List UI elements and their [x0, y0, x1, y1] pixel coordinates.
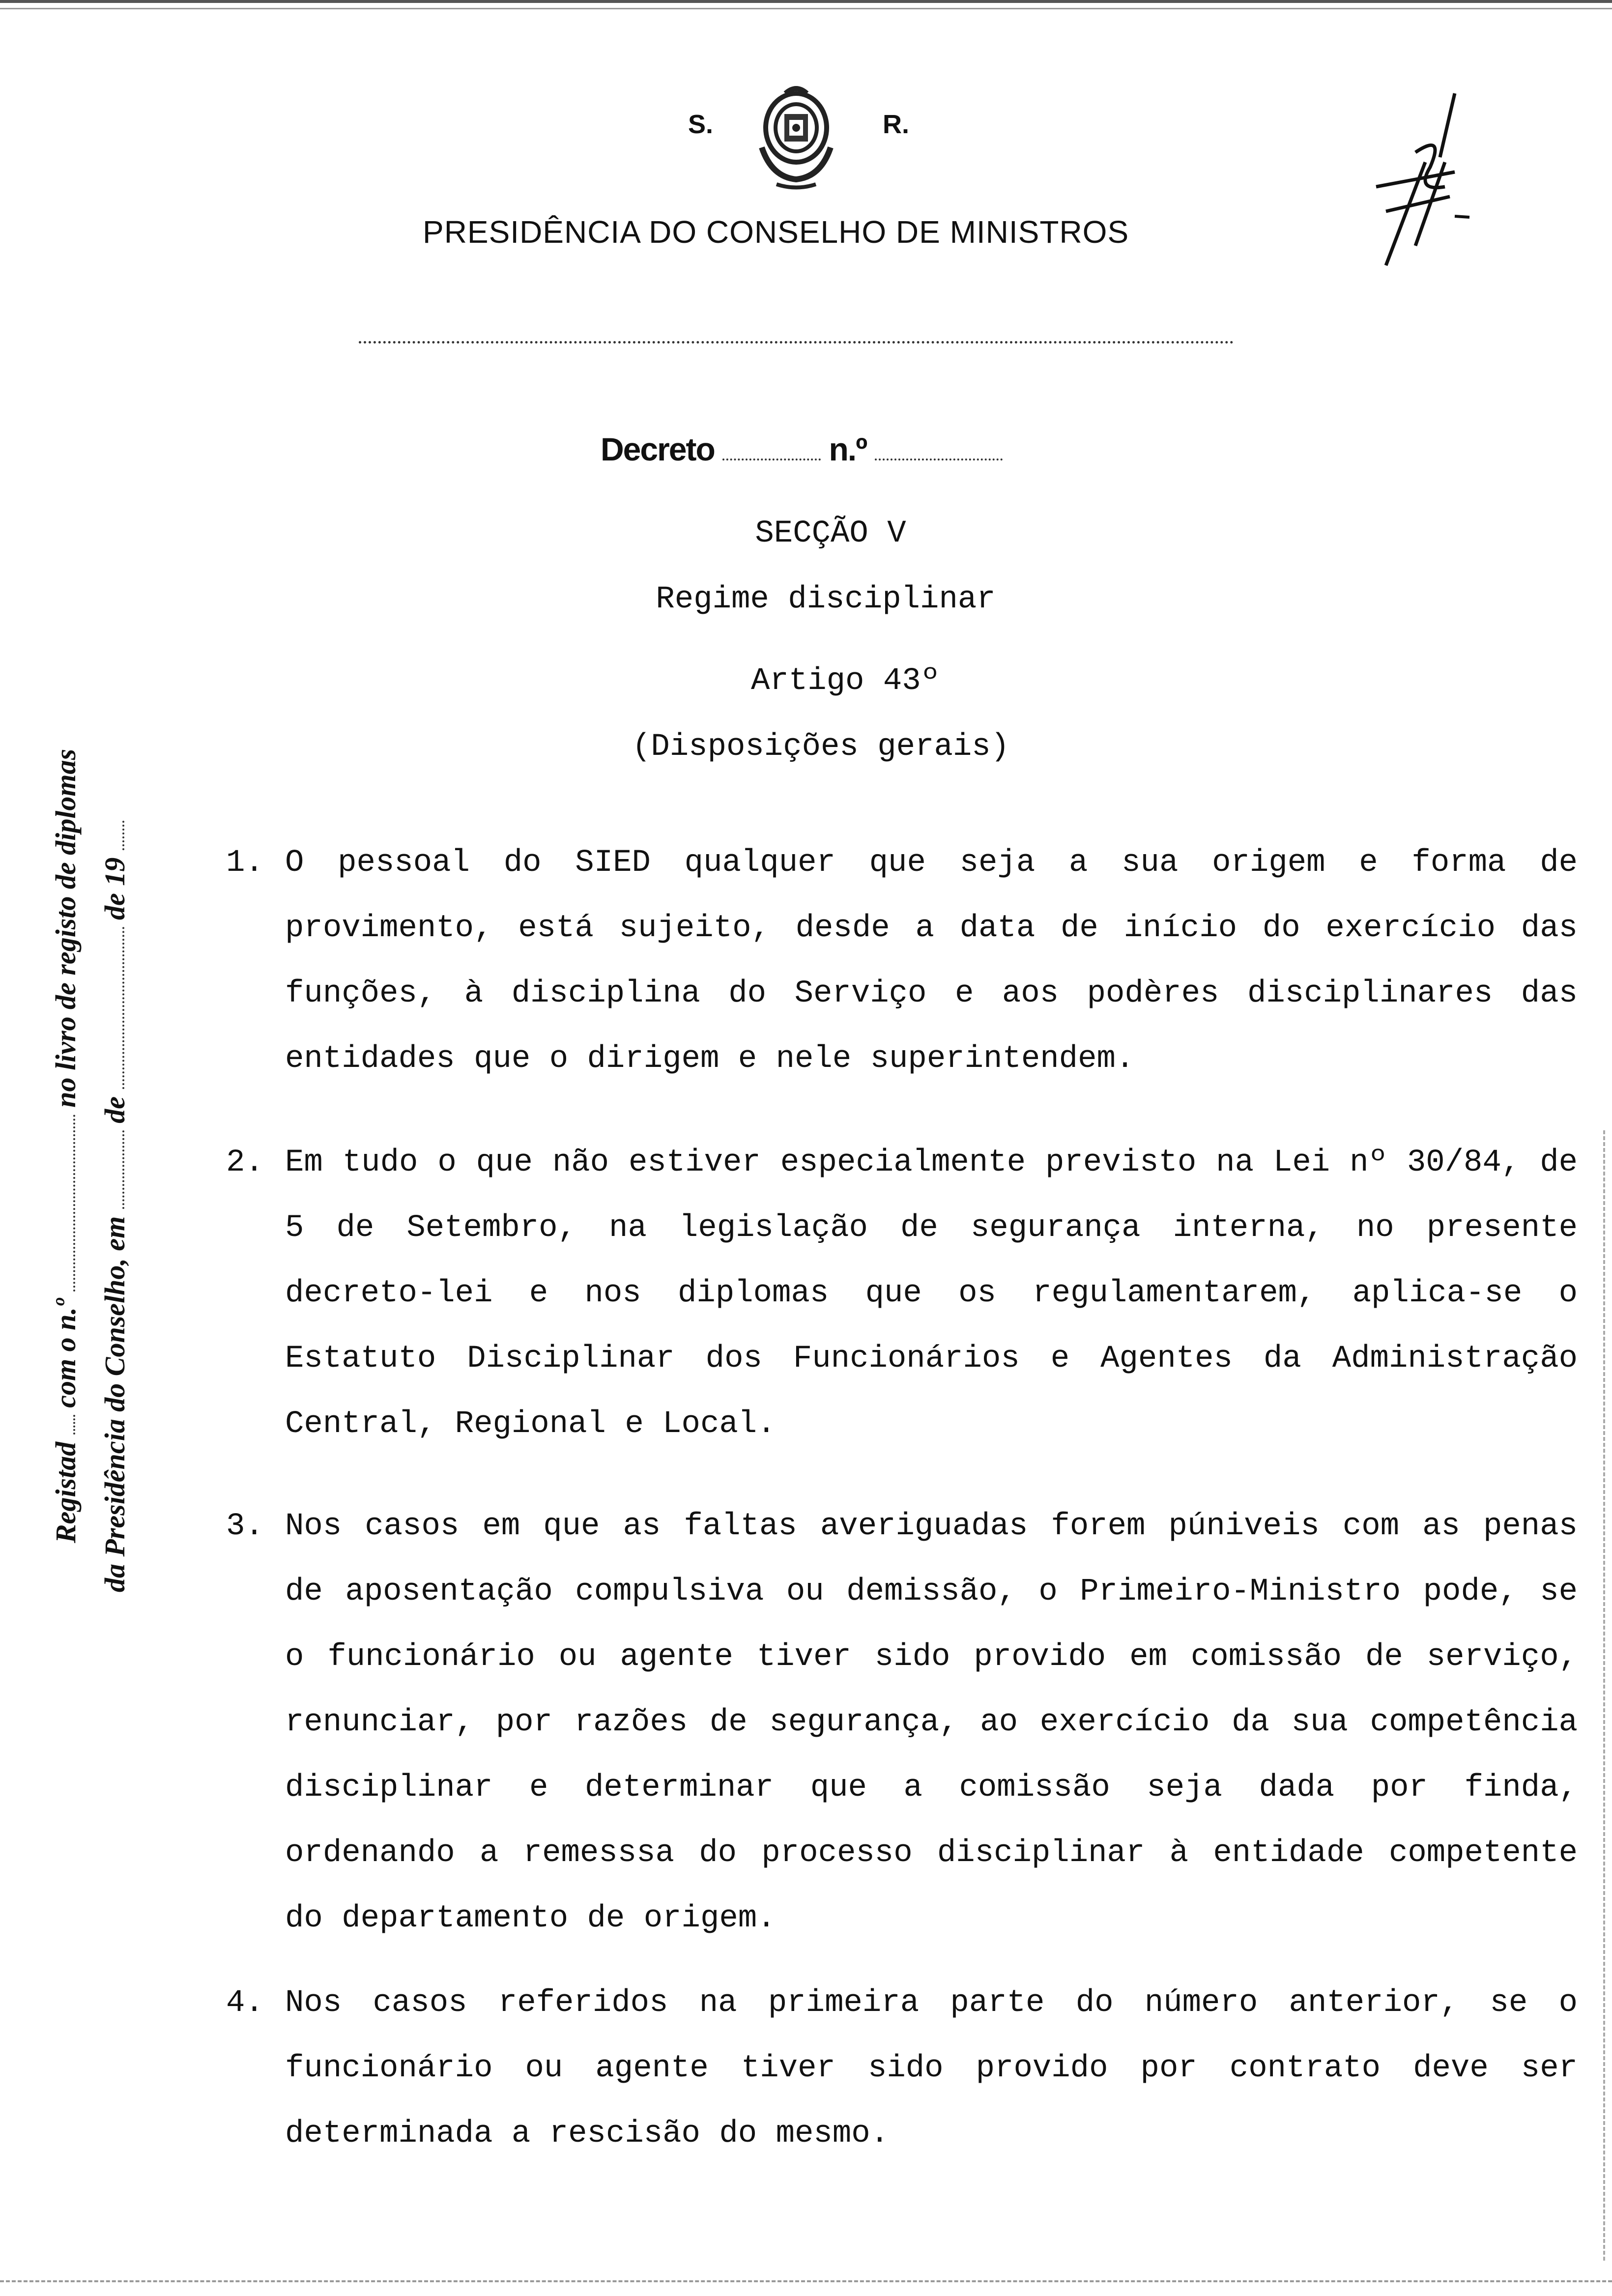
paragraph-text: Nos casos referidos na primeira parte do número anterior, se o funcionário ou agente tiver sido provido por contrato deve ser determinada a rescisão do mesmo. [285, 1985, 1578, 2152]
coat-of-arms-seal-icon [742, 79, 850, 192]
registry-note-part: com o n.º [50, 1298, 82, 1408]
decree-number-line [601, 430, 1043, 468]
decree-label: Decreto [601, 431, 715, 467]
registry-blank [122, 927, 124, 1089]
top-scan-border [0, 0, 1612, 3]
paragraph-number: 1. [226, 845, 264, 881]
decree-number-blank [875, 459, 1003, 460]
registry-blank [122, 821, 124, 850]
paragraph-text: Em tudo o que não estiver especialmente previsto na Lei nº 30/84, de 5 de Setembro, na legislação de segurança interna, no presente decreto-lei e nos diplomas que os regulamentarem, aplica-se o Estatuto Disciplinar dos Funcionários e Agentes da Administração Central, Regional e Local. [285, 1145, 1578, 1442]
paragraph-number: 2. [226, 1145, 264, 1180]
paragraph-number: 3. [226, 1509, 264, 1544]
paragraph-text: Nos casos em que as faltas averiguadas forem púniveis com as penas de aposentação compulsiva ou demissão, o Primeiro-Ministro pode, se o funcionário ou agente tiver sido provido em comissão de serviço, renunciar, por razões de segurança, ao exercício da sua competência disciplinar e determinar que a comissão seja dada por finda, ordenando a remesssa do processo disciplinar à entidade competente do departamento de origem. [285, 1509, 1578, 1936]
registry-note-part: de 19 [99, 857, 131, 920]
decree-number-label: n.º [829, 431, 867, 467]
header-letter-s: S. [688, 110, 714, 139]
decree-blank [722, 459, 821, 460]
top-scan-border-inner [0, 8, 1612, 9]
page-title: PRESIDÊNCIA DO CONSELHO DE MINISTROS [423, 214, 1129, 250]
handwritten-signature-icon [1356, 88, 1474, 270]
registry-note-part: no livro de registo de diplomas [50, 748, 82, 1108]
article-heading: Artigo 43º [750, 663, 940, 699]
registry-note-part: Registad [50, 1441, 82, 1543]
registry-note-line-2 [98, 821, 131, 1592]
registry-blank [73, 1415, 75, 1435]
header-divider [359, 341, 1234, 344]
section-subheading: Regime disciplinar [656, 582, 996, 617]
article-subheading: (Disposições gerais) [632, 729, 1010, 765]
bottom-scan-border [0, 2280, 1612, 2282]
registry-blank [122, 1130, 124, 1209]
paragraph-text: O pessoal do SIED qualquer que seja a sua origem e forma de provimento, está sujeito, desde a data de início do exercício das funções, à disciplina do Serviço e aos podères disciplinares das entidades que o dirigem e nele superintendem. [285, 845, 1578, 1077]
registry-note-line-1 [49, 749, 82, 1543]
registry-note-part: da Presidência do Conselho, em [99, 1216, 131, 1592]
registry-blank [73, 1115, 75, 1292]
header-letter-r: R. [883, 110, 909, 139]
paragraph-number: 4. [226, 1985, 264, 2021]
right-scan-edge [1603, 1130, 1605, 2261]
registry-note-part: de [99, 1096, 131, 1123]
section-heading: SECÇÃO V [755, 516, 906, 551]
